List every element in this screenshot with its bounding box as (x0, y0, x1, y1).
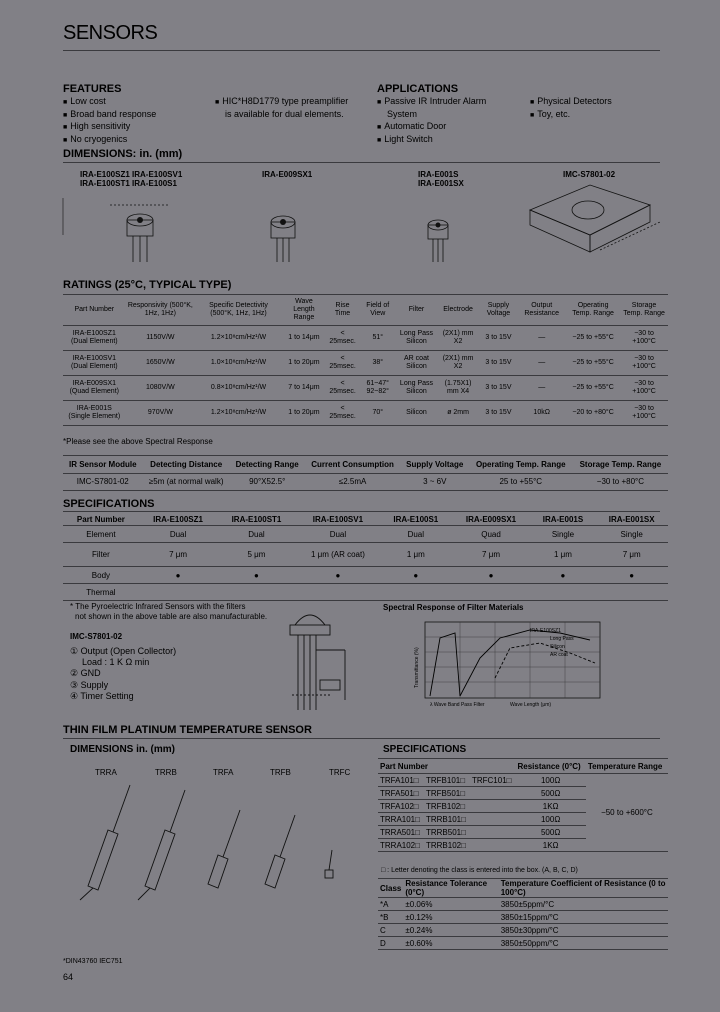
spec-cell: 1 μm (AR coat) (296, 543, 380, 567)
ratings-header: Operating Temp. Range (566, 295, 620, 326)
ratings-heading: RATINGS (25°C, TYPICAL TYPE) (63, 279, 232, 291)
res-header: Temperature Range (586, 759, 668, 774)
ratings-cell: −30 to +100°C (620, 326, 668, 351)
sensor-type-label: TRFB (270, 768, 291, 777)
class-cell: 3850±15ppm/°C (499, 911, 668, 924)
res-cell (470, 839, 516, 852)
spec-header: IRA-E100SZ1 (139, 514, 217, 526)
res-cell: 1KΩ (515, 839, 585, 852)
class-cell: C (378, 924, 403, 937)
ir-header: Supply Voltage (401, 456, 469, 474)
trrb-body (145, 830, 175, 890)
res-cell: 500Ω (515, 826, 585, 839)
ir-cell: −30 to +80°C (573, 474, 668, 491)
spec-cell: 7 μm (595, 543, 668, 567)
res-cell: TRFB501□ (424, 787, 470, 800)
table-row (378, 774, 668, 787)
spec-header: Part Number (63, 514, 139, 526)
legend-label: IRA-E100SZ1 (530, 628, 561, 634)
ir-header: Detecting Distance (143, 456, 230, 474)
ratings-cell: 1.2×10⁸cm/Hz¹/W (195, 326, 282, 351)
ratings-cell: 1650V/W (126, 351, 196, 376)
ratings-cell: 70° (359, 401, 396, 426)
ratings-cell: 10kΩ (517, 401, 566, 426)
res-cell: TRFB102□ (424, 800, 470, 813)
ir-header: IR Sensor Module (63, 456, 143, 474)
ratings-cell: −30 to +100°C (620, 376, 668, 401)
trfb-body (265, 855, 285, 888)
page-title: SENSORS (63, 22, 158, 44)
ratings-cell: IRA-E100SV1 (Dual Element) (63, 351, 126, 376)
spec-cell: Dual (380, 526, 451, 543)
ratings-cell: 3 to 15V (480, 376, 518, 401)
res-cell: 1KΩ (515, 800, 585, 813)
ratings-cell: IRA-E009SX1 (Quad Element) (63, 376, 126, 401)
trra-body (88, 830, 118, 890)
spectral-title: Spectral Response of Filter Materials (383, 603, 524, 612)
sensor-type-label: TRRB (155, 768, 177, 777)
hic-line: ■ HIC*H8D1779 type preamplifier (215, 96, 348, 109)
ratings-cell: −25 to +55°C (566, 376, 620, 401)
ratings-cell: 3 to 15V (480, 401, 518, 426)
spec-cell: 7 μm (139, 543, 217, 567)
res-cell: 100Ω (515, 774, 585, 787)
ratings-cell: 3 to 15V (480, 326, 518, 351)
res-cell: TRFA102□ (378, 800, 424, 813)
ir-header: Storage Temp. Range (573, 456, 668, 474)
ratings-header: Specific Detectivity (500°K, 1Hz, 1Hz) (195, 295, 282, 326)
spec-cell: Dual (217, 526, 295, 543)
res-cell: 100Ω (515, 813, 585, 826)
ratings-cell: −30 to +100°C (620, 351, 668, 376)
ratings-cell: −20 to +80°C (566, 401, 620, 426)
spec-header: IRA-E001S (531, 514, 596, 526)
spec-cell: 1 μm (531, 543, 596, 567)
ratings-cell: 1150V/W (126, 326, 196, 351)
ratings-cell: 1.0×10⁸cm/Hz¹/W (195, 351, 282, 376)
spec-cell: ● (451, 567, 530, 584)
class-cell: ±0.12% (403, 911, 498, 924)
sensor-type-label: TRFC (329, 768, 351, 777)
spec-cell: Dual (296, 526, 380, 543)
feature-item: ■ Broad band response (63, 109, 156, 122)
ratings-header: Part Number (63, 295, 126, 326)
applications-heading: APPLICATIONS (377, 83, 459, 95)
res-cell (470, 826, 516, 839)
spec-cell: 7 μm (451, 543, 530, 567)
ratings-cell: 1 to 20μm (282, 351, 326, 376)
ratings-cell: 1080V/W (126, 376, 196, 401)
ir-cell: ≤2.5mA (304, 474, 400, 491)
ratings-cell: ø 2mm (437, 401, 480, 426)
res-cell (470, 813, 516, 826)
res-cell: TRRB101□ (424, 813, 470, 826)
ratings-cell: 51° (359, 326, 396, 351)
spec-cell: Quad (451, 526, 530, 543)
ratings-cell: 3 to 15V (480, 351, 518, 376)
dim-label: IMC-S7801-02 (563, 170, 616, 179)
ratings-cell: < 25msec. (326, 401, 359, 426)
res-cell: 500Ω (515, 787, 585, 800)
table-row (378, 898, 668, 911)
ratings-cell: (2X1) mm X2 (437, 351, 480, 376)
dim-label: IRA-E001S (418, 170, 459, 179)
res-cell: TRRA101□ (378, 813, 424, 826)
ratings-cell: 970V/W (126, 401, 196, 426)
ratings-header: Field of View (359, 295, 396, 326)
class-cell: ±0.60% (403, 937, 498, 950)
ratings-cell: Long Pass Silicon (396, 326, 436, 351)
spec-cell: ● (531, 567, 596, 584)
class-header: Resistance Tolerance (0°C) (403, 879, 498, 898)
ratings-cell: — (517, 376, 566, 401)
ratings-note: *Please see the above Spectral Response (63, 437, 213, 446)
ir-cell: ≥5m (at normal walk) (143, 474, 230, 491)
ir-cell: 90°X52.5° (230, 474, 305, 491)
specifications-heading: SPECIFICATIONS (63, 498, 155, 510)
spec-note: * The Pyroelectric Infrared Sensors with the filters (70, 602, 246, 611)
ratings-cell: < 25msec. (326, 351, 359, 376)
ir-header: Detecting Range (230, 456, 305, 474)
application-item: ■ Toy, etc. (530, 109, 612, 122)
feature-item: ■ No cryogenics (63, 134, 156, 147)
ratings-cell: Long Pass Silicon (396, 376, 436, 401)
ratings-cell: 1 to 20μm (282, 401, 326, 426)
class-header-row (378, 879, 668, 898)
spec-cell: ● (217, 567, 295, 584)
legend-label: Long Pass (550, 636, 574, 642)
pinout-item: ① Output (Open Collector) (70, 646, 177, 656)
ratings-header: Storage Temp. Range (620, 295, 668, 326)
legend-label: AR coat (550, 652, 568, 658)
ratings-cell: 0.8×10⁸cm/Hz¹/W (195, 376, 282, 401)
trfa-body (208, 855, 228, 888)
res-cell (470, 800, 516, 813)
spec-cell: Thermal (63, 584, 139, 601)
sensor-type-label: TRRA (95, 768, 117, 777)
spec-cell: Filter (63, 543, 139, 567)
dim-label: IRA-E009SX1 (262, 170, 313, 179)
pinout-item: ③ Supply (70, 680, 109, 690)
ratings-header: Wave Length Range (282, 295, 326, 326)
dimensions-heading: DIMENSIONS: in. (mm) (63, 148, 183, 160)
x-axis-label: Wave Length (μm) (510, 702, 552, 708)
table-row (378, 924, 668, 937)
features-heading: FEATURES (63, 83, 122, 95)
spec-cell: ● (595, 567, 668, 584)
x-axis-label: λ Wave Band Pass Filter (430, 702, 485, 708)
ratings-cell: −30 to +100°C (620, 401, 668, 426)
res-cell: TRRB501□ (424, 826, 470, 839)
ratings-header: Supply Voltage (480, 295, 518, 326)
pinout-item: ② GND (70, 668, 101, 678)
spec-cell: Dual (139, 526, 217, 543)
spec-header: IRA-E001SX (595, 514, 668, 526)
spec-cell: Element (63, 526, 139, 543)
ratings-cell: 7 to 14μm (282, 376, 326, 401)
feature-item: ■ High sensitivity (63, 121, 156, 134)
spec-cell: ● (380, 567, 451, 584)
letter-note: □ : Letter denoting the class is entered into the box. (A, B, C, D) (381, 867, 578, 874)
res-cell: TRFA101□ (378, 774, 424, 787)
class-table (378, 878, 668, 950)
spec-cell: 1 μm (380, 543, 451, 567)
application-item: System (387, 108, 418, 119)
trfc-body (325, 870, 333, 878)
ir-header: Operating Temp. Range (469, 456, 573, 474)
class-cell: ±0.24% (403, 924, 498, 937)
page-number: 64 (63, 972, 74, 982)
footnote: *DIN43760 IEC751 (63, 958, 123, 965)
application-item: ■ Physical Detectors (530, 96, 612, 109)
spec-cell: ● (296, 567, 380, 584)
ratings-cell: 61~47° 92~82° (359, 376, 396, 401)
class-cell: *B (378, 911, 403, 924)
ratings-cell: — (517, 326, 566, 351)
ratings-cell: 38° (359, 351, 396, 376)
res-cell (470, 787, 516, 800)
spec-cell: Single (595, 526, 668, 543)
ir-cell: IMC-S7801-02 (63, 474, 143, 491)
ratings-cell: (1.75X1) mm X4 (437, 376, 480, 401)
res-header: Part Number (378, 759, 515, 774)
class-cell: 3850±5ppm/°C (499, 898, 668, 911)
class-cell: ±0.06% (403, 898, 498, 911)
ratings-header: Rise Time (326, 295, 359, 326)
ir-header: Current Consumption (304, 456, 400, 474)
res-cell: TRRA102□ (378, 839, 424, 852)
res-cell: TRRA501□ (378, 826, 424, 839)
res-header-row (378, 759, 668, 774)
thin-film-dim-heading: DIMENSIONS in. (mm) (70, 744, 176, 755)
application-item: ■ Automatic Door (377, 121, 486, 134)
res-header: Resistance (0°C) (515, 759, 585, 774)
res-cell: TRFB101□ (424, 774, 470, 787)
ratings-cell: — (517, 351, 566, 376)
spec-cell: Body (63, 567, 139, 584)
pinout-item: ④ Timer Setting (70, 691, 134, 701)
class-header: Temperature Coefficient of Resistance (0 to 100°C) (499, 879, 668, 898)
ratings-cell: IRA-E100SZ1 (Dual Element) (63, 326, 126, 351)
thin-film-spec-heading: SPECIFICATIONS (383, 744, 467, 755)
ratings-cell: 1.2×10⁸cm/Hz¹/W (195, 401, 282, 426)
resistance-table (378, 758, 668, 852)
feature-item: ■ Low cost (63, 96, 156, 109)
ratings-cell: AR coat Silicon (396, 351, 436, 376)
hic-line: is available for dual elements. (225, 108, 344, 119)
ratings-cell: IRA-E001S (Single Element) (63, 401, 126, 426)
spec-header: IRA-E009SX1 (451, 514, 530, 526)
dim-label: IRA-E100ST1 IRA-E100S1 (80, 179, 177, 188)
ratings-cell: −25 to +55°C (566, 326, 620, 351)
res-cell: TRFC101□ (470, 774, 516, 787)
ratings-cell: 1 to 14μm (282, 326, 326, 351)
ratings-cell: (2X1) mm X2 (437, 326, 480, 351)
pinout-title: IMC-S7801-02 (70, 632, 123, 641)
ratings-header: Filter (396, 295, 436, 326)
class-cell: 3850±50ppm/°C (499, 937, 668, 950)
ratings-header: Output Resistance (517, 295, 566, 326)
res-cell: TRFA501□ (378, 787, 424, 800)
ratings-cell: −25 to +55°C (566, 351, 620, 376)
pinout-item: Load : 1 K Ω min (82, 657, 150, 667)
spec-header: IRA-E100ST1 (217, 514, 295, 526)
thin-film-heading: THIN FILM PLATINUM TEMPERATURE SENSOR (63, 724, 312, 736)
application-item: ■ Light Switch (377, 134, 486, 147)
table-row (378, 937, 668, 950)
ratings-cell: < 25msec. (326, 326, 359, 351)
spec-cell: ● (139, 567, 217, 584)
spec-cell: 5 μm (217, 543, 295, 567)
ratings-cell: Silicon (396, 401, 436, 426)
ratings-header: Electrode (437, 295, 480, 326)
spec-header: IRA-E100SV1 (296, 514, 380, 526)
res-cell: TRRB102□ (424, 839, 470, 852)
ratings-header: Responsivity (500°K, 1Hz, 1Hz) (126, 295, 196, 326)
spec-cell: Single (531, 526, 596, 543)
y-axis-label: Transmittance (%) (414, 647, 420, 688)
table-row (378, 911, 668, 924)
ratings-cell: < 25msec. (326, 376, 359, 401)
class-header: Class (378, 879, 403, 898)
temp-range-cell: −50 to +600°C (586, 774, 668, 852)
spec-header: IRA-E100S1 (380, 514, 451, 526)
class-cell: *A (378, 898, 403, 911)
dim-label: IRA-E001SX (418, 179, 464, 188)
application-item: ■ Passive IR Intruder Alarm (377, 96, 486, 109)
sensor-type-label: TRFA (213, 768, 234, 777)
legend-label: Silicon (550, 644, 565, 650)
dim-label: IRA-E100SZ1 IRA-E100SV1 (80, 170, 183, 179)
ir-cell: 3 ~ 6V (401, 474, 469, 491)
spec-note: not shown in the above table are also manufacturable. (75, 612, 268, 621)
ir-cell: 25 to +55°C (469, 474, 573, 491)
class-cell: D (378, 937, 403, 950)
class-cell: 3850±30ppm/°C (499, 924, 668, 937)
